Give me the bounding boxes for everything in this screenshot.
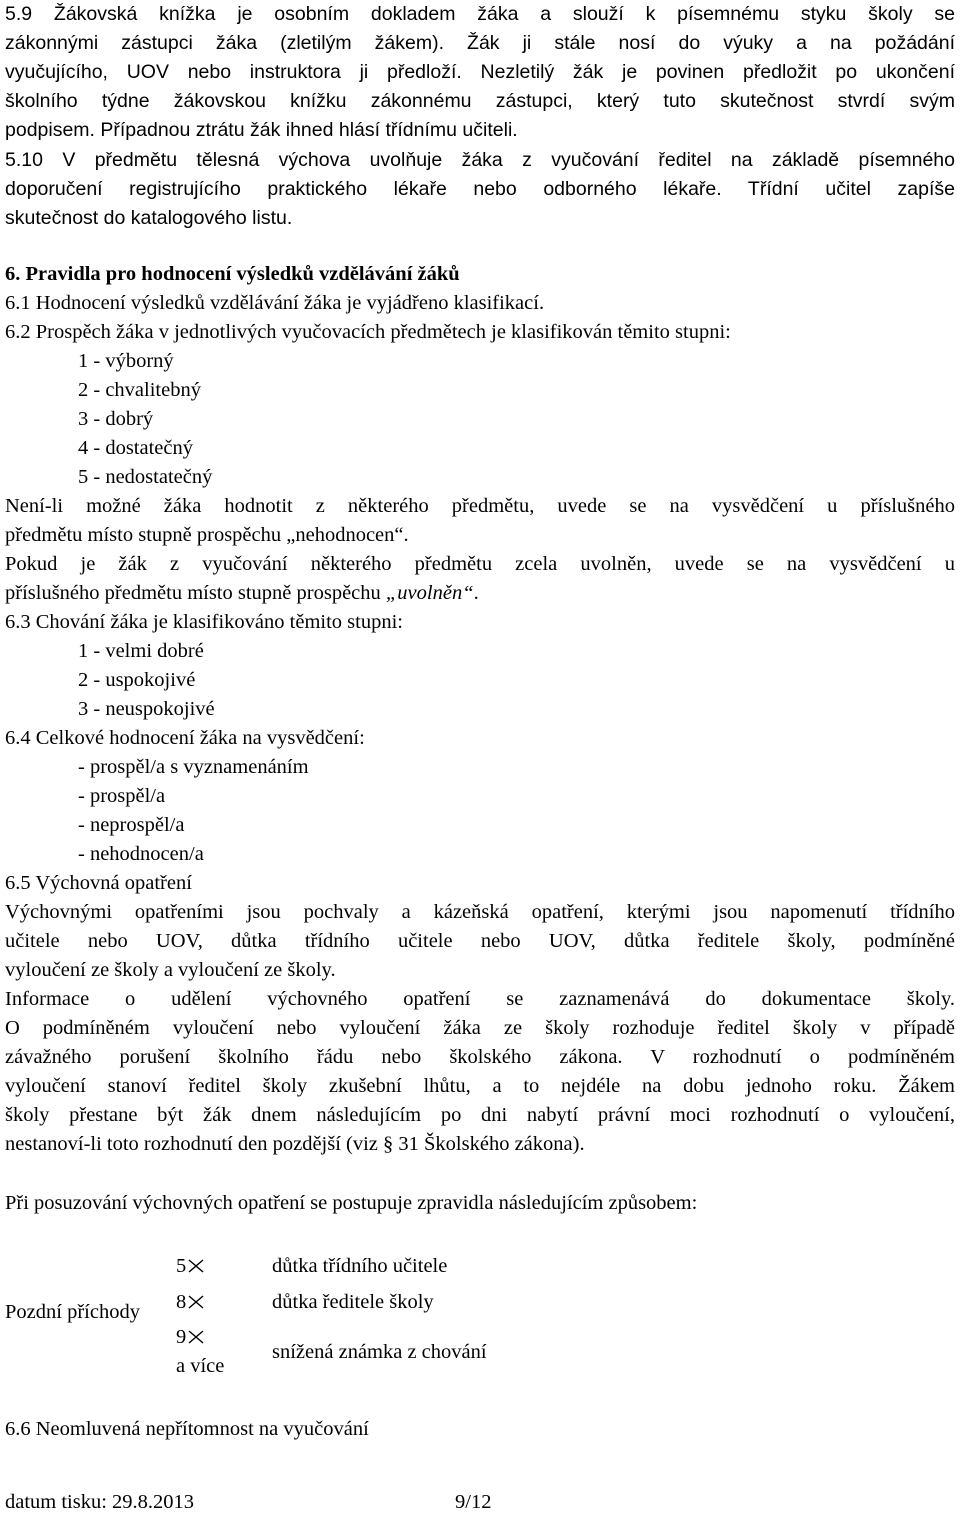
subsection-6-3-intro: 6.3 Chování žáka je klasifikováno těmito stupni:	[5, 611, 403, 633]
count-extra: a více	[176, 1355, 225, 1377]
paragraph-line: vyloučení stanoví ředitel školy zkušební lhůtu, a to nejdéle na dobu jednoho roku. Žákem	[5, 1075, 955, 1097]
paragraph-line: učitele nebo UOV, důtka třídního učitele nebo UOV, důtka ředitele školy, podmíněné	[5, 930, 955, 952]
subsection-6-2-intro: 6.2 Prospěch žáka v jednotlivých vyučovacích předmětech je klasifikován těmito stupni:	[5, 321, 731, 343]
list-item: 1 - velmi dobré	[78, 640, 204, 662]
paragraph-line: Při posuzování výchovných opatření se postupuje zpravidla následujícím způsobem:	[5, 1192, 698, 1214]
paragraph-line: skutečnost do katalogového listu.	[5, 207, 293, 229]
section-heading-6: 6. Pravidla pro hodnocení výsledků vzdělávání žáků	[5, 263, 460, 285]
paragraph-line: školy přestane být žák dnem následujícím po dni nabytí právní moci rozhodnutí o vyloučení,	[5, 1104, 955, 1126]
list-item: 3 - neuspokojivé	[78, 698, 215, 720]
list-item: 2 - uspokojivé	[78, 669, 196, 691]
paragraph-line: O podmíněném vyloučení nebo vyloučení žáka ze školy rozhoduje ředitel školy v případě	[5, 1017, 955, 1039]
text-run: .	[473, 582, 479, 604]
paragraph-line: Pokud je žák z vyučování některého předmětu zcela uvolněn, uvede se na vysvědčení u	[5, 553, 955, 575]
paragraph-line: předmětu místo stupně prospěchu „nehodnocen“.	[5, 524, 409, 546]
measure-cell: důtka třídního učitele	[272, 1255, 448, 1277]
measure-cell: snížená známka z chování	[272, 1341, 487, 1363]
list-item: - nehodnocen/a	[78, 843, 204, 865]
subsection-6-6-title: 6.6 Neomluvená nepřítomnost na vyučování	[5, 1418, 369, 1440]
paragraph-line: školního týdne žákovskou knížku zákonnému zástupci, který tuto skutečnost stvrdí svým	[5, 90, 955, 112]
page-number: 9/12	[455, 1491, 492, 1513]
paragraph-line: vyloučení ze školy a vyloučení ze školy.	[5, 959, 336, 981]
paragraph-line: Výchovnými opatřeními jsou pochvaly a kázeňská opatření, kterými jsou napomenutí třídního	[5, 901, 955, 923]
count-cell: 9	[176, 1325, 206, 1349]
subsection-6-4-intro: 6.4 Celkové hodnocení žáka na vysvědčení:	[5, 727, 365, 749]
paragraph-line: vyučujícího, UOV nebo instruktora ji předloží. Nezletilý žák je povinen předložit po ukončení	[5, 61, 955, 83]
paragraph-line: závažného porušení školního řádu nebo školského zákona. V rozhodnutí o podmíněném	[5, 1046, 955, 1068]
paragraph-line: Informace o udělení výchovného opatření se zaznamenává do dokumentace školy.	[5, 988, 955, 1010]
multiplication-sign-icon	[186, 1295, 206, 1309]
paragraph-line: 5.9 Žákovská knížka je osobním dokladem žáka a slouží k písemnému styku školy se	[5, 3, 955, 25]
measure-cell: důtka ředitele školy	[272, 1291, 434, 1313]
paragraph-line	[5, 581, 479, 605]
list-item: - prospěl/a	[78, 785, 166, 807]
subsection-6-5-title: 6.5 Výchovná opatření	[5, 872, 192, 894]
list-item: 4 - dostatečný	[78, 437, 193, 459]
table-row-label: Pozdní příchody	[5, 1301, 140, 1323]
paragraph-line: 5.10 V předmětu tělesná výchova uvolňuje žáka z vyučování ředitel na základě písemného	[5, 149, 955, 171]
multiplication-sign-icon	[186, 1330, 206, 1344]
list-item: - prospěl/a s vyznamenáním	[78, 756, 309, 778]
subsection-6-1: 6.1 Hodnocení výsledků vzdělávání žáka je vyjádřeno klasifikací.	[5, 292, 545, 314]
paragraph-line: podpisem. Případnou ztrátu žák ihned hlásí třídnímu učiteli.	[5, 119, 518, 141]
multiplication-sign-icon	[186, 1259, 206, 1273]
text-run: příslušného předmětu místo stupně prospěchu	[5, 582, 386, 604]
uvolnen-term: „uvolněn“	[385, 582, 474, 604]
paragraph-line: nestanoví-li toto rozhodnutí den pozdější (viz § 31 Školského zákona).	[5, 1133, 585, 1155]
count-cell: 8	[176, 1290, 206, 1314]
count-cell: 5	[176, 1254, 206, 1278]
list-item: 2 - chvalitebný	[78, 379, 201, 401]
paragraph-line: zákonnými zástupci žáka (zletilým žákem). Žák ji stále nosí do výuky a na požádání	[5, 32, 955, 54]
list-item: 5 - nedostatečný	[78, 466, 213, 488]
list-item: 1 - výborný	[78, 350, 174, 372]
paragraph-line: doporučení registrujícího praktického lékaře nebo odborného lékaře. Třídní učitel zapíše	[5, 178, 955, 200]
paragraph-line: Není-li možné žáka hodnotit z některého předmětu, uvede se na vysvědčení u příslušného	[5, 495, 955, 517]
list-item: - neprospěl/a	[78, 814, 185, 836]
list-item: 3 - dobrý	[78, 408, 154, 430]
print-date: datum tisku: 29.8.2013	[5, 1491, 195, 1513]
